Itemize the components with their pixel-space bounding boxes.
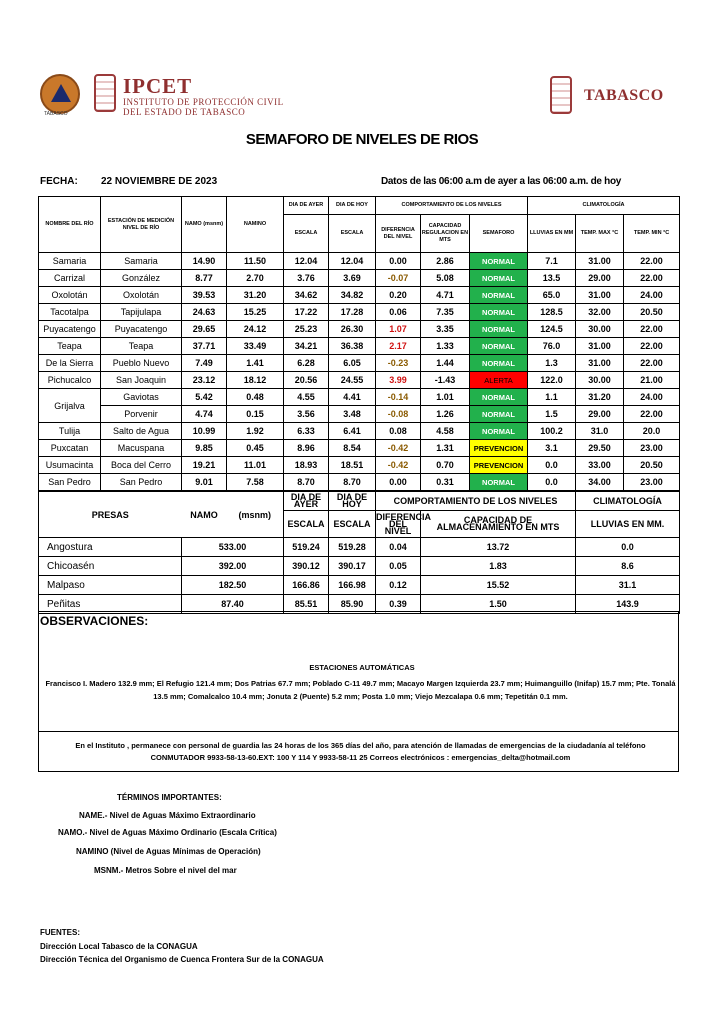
escala-ayer-value: 3.56 [284, 406, 329, 423]
presa-lluvia: 0.0 [576, 538, 680, 557]
namino-value: 2.70 [227, 270, 284, 287]
col-namo: NAMO (msnm) [182, 197, 227, 253]
diferencia-value: 2.17 [376, 338, 421, 355]
presa-lluvia: 31.1 [576, 576, 680, 595]
escala-ayer-value: 34.21 [284, 338, 329, 355]
instituto-line-1: En el Instituto , permanece con personal de guardia las 24 horas de los 365 días del año, para atención de llamadas de emergencias de la ciudadanía al teléfono [75, 741, 646, 750]
temp-min-value: 22.00 [624, 406, 680, 423]
ipcet-emblem-icon [40, 74, 80, 114]
emblem-caption: TABASCO [44, 111, 68, 117]
river-name: Carrizal [39, 270, 101, 287]
temp-min-value: 23.00 [624, 440, 680, 457]
temp-min-value: 22.00 [624, 270, 680, 287]
presa-escala-hoy: 85.90 [329, 595, 376, 614]
semaforo-status-badge: NORMAL [470, 287, 528, 304]
lluvia-value: 124.5 [528, 321, 576, 338]
table-row [39, 423, 680, 440]
escala-ayer-value: 8.70 [284, 474, 329, 491]
presa-capacidad: 13.72 [421, 538, 576, 557]
presa-namo: 533.00 [182, 538, 284, 557]
namino-value: 1.92 [227, 423, 284, 440]
semaforo-status-badge: PREVENCION [470, 457, 528, 474]
namino-value: 31.20 [227, 287, 284, 304]
semaforo-status-badge: NORMAL [470, 304, 528, 321]
namo-value: 7.49 [182, 355, 227, 372]
col-diferencia: DIFERENCIA DEL NIVEL [376, 215, 421, 253]
temp-min-value: 22.00 [624, 253, 680, 270]
semaforo-status-badge: NORMAL [470, 270, 528, 287]
table-row [39, 440, 680, 457]
presas-col-escala-hoy: ESCALA [329, 511, 376, 538]
table-row [39, 253, 680, 270]
presa-escala-ayer: 519.24 [284, 538, 329, 557]
escala-hoy-value: 17.28 [329, 304, 376, 321]
namo-value: 4.74 [182, 406, 227, 423]
river-name: Tulija [39, 423, 101, 440]
lluvia-value: 1.1 [528, 389, 576, 406]
capacidad-value: 4.71 [421, 287, 470, 304]
presas-col-dia-hoy: DIA DE HOY [329, 492, 376, 511]
temp-max-value: 30.00 [576, 321, 624, 338]
capacidad-value: 7.35 [421, 304, 470, 321]
semaforo-status-badge: NORMAL [470, 389, 528, 406]
tabasco-seal-icon [94, 74, 116, 112]
station-name: Puyacatengo [101, 321, 182, 338]
escala-hoy-value: 4.41 [329, 389, 376, 406]
station-name: Pueblo Nuevo [101, 355, 182, 372]
temp-min-value: 20.50 [624, 304, 680, 321]
divider [38, 731, 679, 732]
station-name: Teapa [101, 338, 182, 355]
temp-max-value: 32.00 [576, 304, 624, 321]
table-row [39, 355, 680, 372]
temp-min-value: 24.00 [624, 389, 680, 406]
presas-col-climatologia: CLIMATOLOGÍA [576, 492, 680, 511]
escala-hoy-value: 24.55 [329, 372, 376, 389]
escala-ayer-value: 12.04 [284, 253, 329, 270]
presa-diferencia: 0.12 [376, 576, 421, 595]
presa-diferencia: 0.04 [376, 538, 421, 557]
capacidad-value: 3.35 [421, 321, 470, 338]
capacidad-value: 2.86 [421, 253, 470, 270]
station-name: Porvenir [101, 406, 182, 423]
escala-hoy-value: 6.41 [329, 423, 376, 440]
escala-hoy-value: 36.38 [329, 338, 376, 355]
diferencia-value: -0.14 [376, 389, 421, 406]
presa-lluvia: 143.9 [576, 595, 680, 614]
presa-escala-hoy: 390.17 [329, 557, 376, 576]
namino-value: 11.50 [227, 253, 284, 270]
estaciones-text: Francisco I. Madero 132.9 mm; El Refugio 121.4 mm; Dos Patrias 67.7 mm; Poblado C-11 49.7 mm; Macayo Margen Izquierda 23.7 mm; Huimanguillo (Inifap) 15.7 mm; Pte. Tonalá 13.5 mm; Comalcalco 10.4 mm; Jonuta 2 (Puente) 5.2 mm; Posta 1.0 mm; Viejo Mezcalapa 0.6 mm; Tepetitán 0.1 mm. [45, 679, 676, 701]
presa-capacidad: 15.52 [421, 576, 576, 595]
capacidad-value: 1.01 [421, 389, 470, 406]
lluvia-value: 13.5 [528, 270, 576, 287]
col-lluvias: LLUVIAS EN MM [528, 215, 576, 253]
semaforo-status-badge: NORMAL [470, 338, 528, 355]
rivers-table [38, 196, 680, 491]
escala-hoy-value: 34.82 [329, 287, 376, 304]
col-dia-hoy: DIA DE HOY [329, 197, 376, 215]
namo-value: 39.53 [182, 287, 227, 304]
presa-escala-ayer: 166.86 [284, 576, 329, 595]
namo-value: 5.42 [182, 389, 227, 406]
observaciones-title: OBSERVACIONES: [40, 614, 149, 628]
capacidad-value: 0.31 [421, 474, 470, 491]
diferencia-value: 0.08 [376, 423, 421, 440]
presas-msnm-label: (msnm) [227, 492, 284, 538]
diferencia-value: 0.00 [376, 253, 421, 270]
temp-max-value: 29.00 [576, 406, 624, 423]
presa-diferencia: 0.39 [376, 595, 421, 614]
presa-escala-ayer: 85.51 [284, 595, 329, 614]
temp-max-value: 31.0 [576, 423, 624, 440]
capacidad-value: 4.58 [421, 423, 470, 440]
namo-value: 14.90 [182, 253, 227, 270]
estaciones-title: ESTACIONES AUTOMÁTICAS [309, 663, 415, 672]
escala-hoy-value: 3.69 [329, 270, 376, 287]
diferencia-value: -0.23 [376, 355, 421, 372]
col-capacidad: CAPACIDAD REGULACION EN MTS [421, 215, 470, 253]
lluvia-value: 0.0 [528, 474, 576, 491]
semaforo-status-badge: NORMAL [470, 355, 528, 372]
page-title: SEMAFORO DE NIVELES DE RIOS [245, 131, 479, 148]
diferencia-value: 1.07 [376, 321, 421, 338]
namino-value: 7.58 [227, 474, 284, 491]
lluvia-value: 76.0 [528, 338, 576, 355]
presa-namo: 182.50 [182, 576, 284, 595]
escala-ayer-value: 25.23 [284, 321, 329, 338]
presa-namo: 87.40 [182, 595, 284, 614]
namino-value: 24.12 [227, 321, 284, 338]
namino-value: 1.41 [227, 355, 284, 372]
org-line-1: INSTITUTO DE PROTECCIÓN CIVIL [123, 97, 284, 107]
temp-min-value: 24.00 [624, 287, 680, 304]
table-row [39, 321, 680, 338]
temp-max-value: 29.50 [576, 440, 624, 457]
namo-value: 37.71 [182, 338, 227, 355]
river-name: Teapa [39, 338, 101, 355]
capacidad-value: 5.08 [421, 270, 470, 287]
station-name: Salto de Agua [101, 423, 182, 440]
table-row [39, 557, 680, 576]
presas-col-diferencia: DIFERENCIA DEL NIVEL [376, 511, 432, 536]
diferencia-value: 3.99 [376, 372, 421, 389]
temp-max-value: 31.00 [576, 355, 624, 372]
table-row [39, 372, 680, 389]
escala-ayer-value: 6.28 [284, 355, 329, 372]
fuente-1: Dirección Local Tabasco de la CONAGUA [40, 942, 198, 951]
col-dia-ayer: DIA DE AYER [284, 197, 329, 215]
table-row [39, 338, 680, 355]
table-row [39, 287, 680, 304]
table-row [39, 304, 680, 321]
presa-capacidad: 1.50 [421, 595, 576, 614]
escala-ayer-value: 18.93 [284, 457, 329, 474]
escala-hoy-value: 8.54 [329, 440, 376, 457]
namino-value: 33.49 [227, 338, 284, 355]
namino-value: 18.12 [227, 372, 284, 389]
diferencia-value: -0.42 [376, 457, 421, 474]
namino-value: 11.01 [227, 457, 284, 474]
river-name: Tacotalpa [39, 304, 101, 321]
semaforo-status-badge: NORMAL [470, 423, 528, 440]
namino-value: 0.48 [227, 389, 284, 406]
escala-hoy-value: 26.30 [329, 321, 376, 338]
col-nombre-rio: NOMBRE DEL RÍO [39, 197, 101, 253]
escala-ayer-value: 17.22 [284, 304, 329, 321]
presas-label: PRESAS [39, 492, 182, 538]
namino-value: 0.15 [227, 406, 284, 423]
namo-value: 8.77 [182, 270, 227, 287]
presa-name: Chicoasén [39, 557, 182, 576]
instituto-line-2: CONMUTADOR 9933-58-13-60.EXT: 100 Y 114 Y 9933-58-11 25 Correos electrónicos : emergencias_delta@hotmail.com [150, 753, 571, 762]
table-row [39, 474, 680, 491]
presas-col-capacidad: CAPACIDAD DE ALMACENAMIENTO EN MTS [421, 511, 576, 538]
semaforo-status-badge: NORMAL [470, 253, 528, 270]
presa-name: Peñitas [39, 595, 182, 614]
diferencia-value: -0.42 [376, 440, 421, 457]
col-semaforo: SEMAFORO [470, 215, 528, 253]
semaforo-status-badge: ALERTA [470, 372, 528, 389]
table-row [39, 389, 680, 406]
temp-min-value: 22.00 [624, 338, 680, 355]
escala-ayer-value: 8.96 [284, 440, 329, 457]
station-name: González [101, 270, 182, 287]
presas-table [38, 537, 680, 614]
namo-value: 19.21 [182, 457, 227, 474]
temp-max-value: 31.00 [576, 338, 624, 355]
datos-period: Datos de las 06:00 a.m de ayer a las 06:00 a.m. de hoy [381, 176, 622, 187]
instituto-text [40, 740, 681, 764]
namo-value: 9.01 [182, 474, 227, 491]
presa-lluvia: 8.6 [576, 557, 680, 576]
presas-col-escala-ayer: ESCALA [284, 511, 329, 538]
escala-hoy-value: 3.48 [329, 406, 376, 423]
semaforo-status-badge: PREVENCION [470, 440, 528, 457]
temp-max-value: 33.00 [576, 457, 624, 474]
col-temp-min: TEMP. MIN °C [624, 215, 680, 253]
temp-max-value: 31.00 [576, 253, 624, 270]
station-name: Gaviotas [101, 389, 182, 406]
presa-capacidad: 1.83 [421, 557, 576, 576]
station-name: San Pedro [101, 474, 182, 491]
lluvia-value: 3.1 [528, 440, 576, 457]
temp-max-value: 30.00 [576, 372, 624, 389]
capacidad-value: 1.44 [421, 355, 470, 372]
terminos-title: TÉRMINOS IMPORTANTES: [117, 793, 222, 802]
col-namino: NAMINO [227, 197, 284, 253]
lluvia-value: 0.0 [528, 457, 576, 474]
presa-diferencia: 0.05 [376, 557, 421, 576]
river-name: Oxolotán [39, 287, 101, 304]
presa-escala-hoy: 166.98 [329, 576, 376, 595]
presas-col-lluvias: LLUVIAS EN MM. [576, 511, 680, 538]
presa-name: Angostura [39, 538, 182, 557]
col-climatologia: CLIMATOLOGÍA [528, 197, 680, 215]
semaforo-status-badge: NORMAL [470, 321, 528, 338]
table-row [39, 538, 680, 557]
termino-namo: NAMO.- Nivel de Aguas Máximo Ordinario (Escala Crítica) [58, 828, 277, 837]
presa-name: Malpaso [39, 576, 182, 595]
river-name: Usumacinta [39, 457, 101, 474]
escala-ayer-value: 34.62 [284, 287, 329, 304]
table-row [39, 270, 680, 287]
namino-value: 0.45 [227, 440, 284, 457]
lluvia-value: 128.5 [528, 304, 576, 321]
col-temp-max: TEMP. MAX °C [576, 215, 624, 253]
temp-max-value: 29.00 [576, 270, 624, 287]
fuentes-title: FUENTES: [40, 928, 80, 937]
state-name: TABASCO [584, 87, 664, 104]
capacidad-value: 1.26 [421, 406, 470, 423]
col-escala-hoy: ESCALA [329, 215, 376, 253]
diferencia-value: -0.08 [376, 406, 421, 423]
org-short-name: IPCET [123, 74, 193, 98]
lluvia-value: 7.1 [528, 253, 576, 270]
river-name: Grijalva [39, 389, 101, 423]
escala-ayer-value: 20.56 [284, 372, 329, 389]
table-row [39, 457, 680, 474]
semaforo-status-badge: NORMAL [470, 474, 528, 491]
station-name: San Joaquin [101, 372, 182, 389]
table-row [39, 406, 680, 423]
station-name: Samaria [101, 253, 182, 270]
river-name: San Pedro [39, 474, 101, 491]
station-name: Macuspana [101, 440, 182, 457]
temp-max-value: 31.20 [576, 389, 624, 406]
station-name: Boca del Cerro [101, 457, 182, 474]
river-name: De la Sierra [39, 355, 101, 372]
namino-value: 15.25 [227, 304, 284, 321]
namo-value: 10.99 [182, 423, 227, 440]
temp-min-value: 22.00 [624, 321, 680, 338]
escala-hoy-value: 18.51 [329, 457, 376, 474]
capacidad-value: 1.33 [421, 338, 470, 355]
capacidad-value: 1.31 [421, 440, 470, 457]
capacidad-value: -1.43 [421, 372, 470, 389]
escala-hoy-value: 8.70 [329, 474, 376, 491]
org-line-2: DEL ESTADO DE TABASCO [123, 107, 246, 117]
lluvia-value: 1.5 [528, 406, 576, 423]
temp-max-value: 34.00 [576, 474, 624, 491]
river-name: Puyacatengo [39, 321, 101, 338]
fecha-value: 22 NOVIEMBRE DE 2023 [101, 176, 218, 187]
fecha-label: FECHA: [40, 176, 78, 187]
station-name: Oxolotán [101, 287, 182, 304]
presa-escala-hoy: 519.28 [329, 538, 376, 557]
namo-value: 24.63 [182, 304, 227, 321]
temp-min-value: 22.00 [624, 355, 680, 372]
semaforo-status-badge: NORMAL [470, 406, 528, 423]
temp-min-value: 23.00 [624, 474, 680, 491]
temp-min-value: 20.0 [624, 423, 680, 440]
temp-max-value: 31.00 [576, 287, 624, 304]
presas-col-comportamiento: COMPORTAMIENTO DE LOS NIVELES [376, 492, 576, 511]
escala-hoy-value: 12.04 [329, 253, 376, 270]
presas-header-table [38, 491, 680, 538]
presa-namo: 392.00 [182, 557, 284, 576]
river-name: Puxcatan [39, 440, 101, 457]
diferencia-value: -0.07 [376, 270, 421, 287]
escala-ayer-value: 4.55 [284, 389, 329, 406]
escala-hoy-value: 6.05 [329, 355, 376, 372]
namo-value: 9.85 [182, 440, 227, 457]
presas-namo-label: NAMO [182, 492, 227, 538]
river-name: Samaria [39, 253, 101, 270]
lluvia-value: 100.2 [528, 423, 576, 440]
diferencia-value: 0.20 [376, 287, 421, 304]
temp-min-value: 20.50 [624, 457, 680, 474]
termino-namino: NAMINO (Nivel de Aguas Mínimas de Operación) [76, 847, 261, 856]
table-row [39, 576, 680, 595]
presa-escala-ayer: 390.12 [284, 557, 329, 576]
col-escala-ayer: ESCALA [284, 215, 329, 253]
col-comportamiento: COMPORTAMIENTO DE LOS NIVELES [376, 197, 528, 215]
diferencia-value: 0.00 [376, 474, 421, 491]
termino-name: NAME.- Nivel de Aguas Máximo Extraordinario [79, 811, 256, 820]
presas-col-dia-ayer: DIA DE AYER [284, 492, 329, 511]
river-name: Pichucalco [39, 372, 101, 389]
station-name: Tapijulapa [101, 304, 182, 321]
state-seal-icon [550, 76, 572, 114]
lluvia-value: 65.0 [528, 287, 576, 304]
escala-ayer-value: 3.76 [284, 270, 329, 287]
escala-ayer-value: 6.33 [284, 423, 329, 440]
lluvia-value: 122.0 [528, 372, 576, 389]
namo-value: 29.65 [182, 321, 227, 338]
diferencia-value: 0.06 [376, 304, 421, 321]
fuente-2: Dirección Técnica del Organismo de Cuenca Frontera Sur de la CONAGUA [40, 955, 324, 964]
col-estacion: ESTACIÓN DE MEDICIÓN NIVEL DE RÍO [101, 197, 182, 253]
namo-value: 23.12 [182, 372, 227, 389]
lluvia-value: 1.3 [528, 355, 576, 372]
capacidad-value: 0.70 [421, 457, 470, 474]
termino-msnm: MSNM.- Metros Sobre el nivel del mar [94, 866, 237, 875]
temp-min-value: 21.00 [624, 372, 680, 389]
